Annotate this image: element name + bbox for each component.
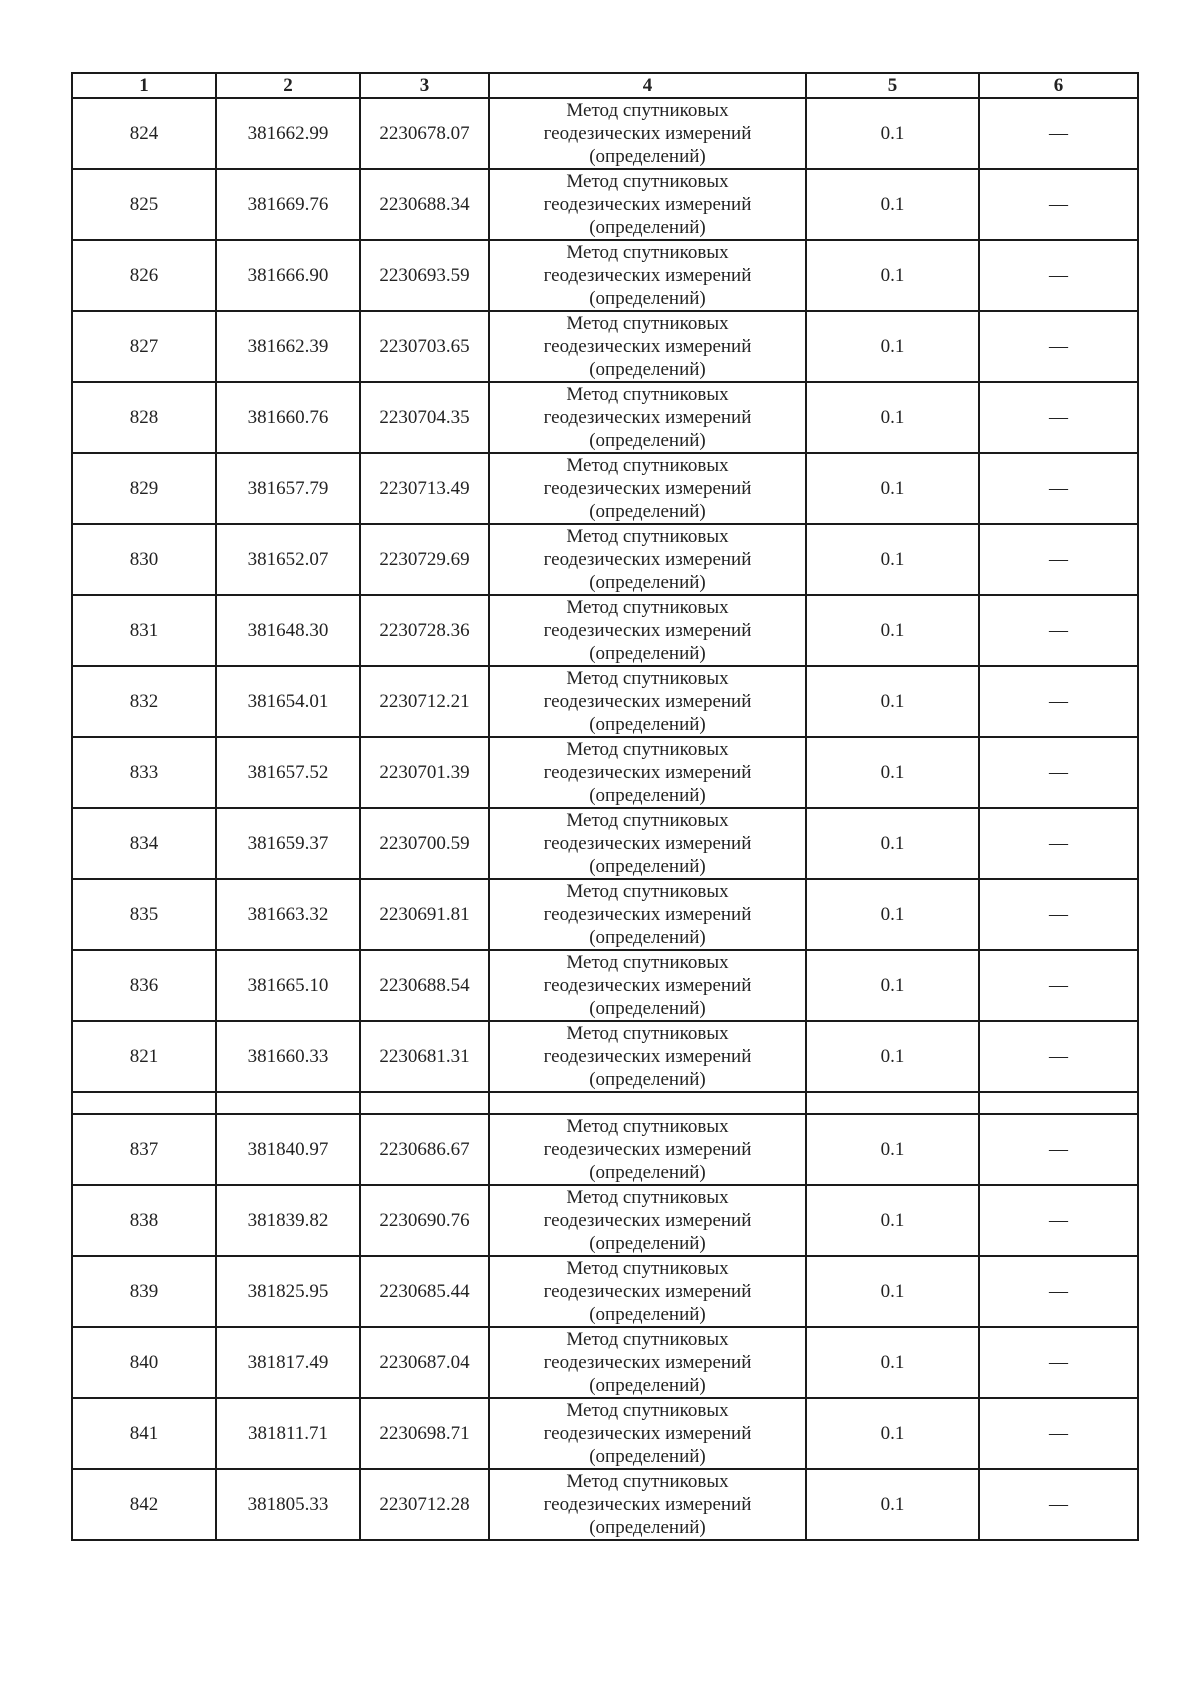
note-cell: — [979,524,1138,595]
method-line: (определений) [589,927,706,948]
x-coordinate-cell: 381662.39 [216,311,360,382]
method-cell [489,595,806,666]
method-line: Метод спутниковых [566,171,729,192]
accuracy-cell: 0.1 [806,311,979,382]
method-line: Метод спутниковых [566,1400,729,1421]
x-coordinate-cell: 381805.33 [216,1469,360,1540]
method-cell [489,1398,806,1469]
method-line: Метод спутниковых [566,242,729,263]
header-row [72,73,1138,98]
y-coordinate-cell: 2230703.65 [360,311,489,382]
x-coordinate-cell: 381839.82 [216,1185,360,1256]
point-number-cell: 821 [72,1021,216,1092]
method-line: (определений) [589,1304,706,1325]
point-number-cell: 840 [72,1327,216,1398]
method-line: (определений) [589,1233,706,1254]
table-row [72,524,1138,595]
method-line: Метод спутниковых [566,526,729,547]
note-cell: — [979,666,1138,737]
x-coordinate-cell: 381665.10 [216,950,360,1021]
method-line: геодезических измерений [543,194,752,215]
point-number-cell: 838 [72,1185,216,1256]
x-coordinate-cell: 381669.76 [216,169,360,240]
method-line: геодезических измерений [543,407,752,428]
empty-cell [979,1092,1138,1114]
coordinates-table [71,72,1139,1541]
accuracy-cell: 0.1 [806,595,979,666]
note-cell: — [979,382,1138,453]
method-line: Метод спутниковых [566,597,729,618]
table-row [72,1021,1138,1092]
column-header-3: 3 [360,73,489,98]
empty-cell [72,1092,216,1114]
note-cell: — [979,1114,1138,1185]
note-cell: — [979,1327,1138,1398]
method-line: геодезических измерений [543,1139,752,1160]
table-row [72,808,1138,879]
method-line: геодезических измерений [543,904,752,925]
table-row [72,382,1138,453]
x-coordinate-cell: 381660.33 [216,1021,360,1092]
table-row [72,169,1138,240]
table-row [72,1114,1138,1185]
method-line: Метод спутниковых [566,455,729,476]
table-row [72,453,1138,524]
table-row [72,666,1138,737]
note-cell: — [979,1398,1138,1469]
method-line: Метод спутниковых [566,1471,729,1492]
table-row [72,240,1138,311]
point-number-cell: 827 [72,311,216,382]
accuracy-cell: 0.1 [806,524,979,595]
method-line: геодезических измерений [543,336,752,357]
point-number-cell: 831 [72,595,216,666]
table-row [72,879,1138,950]
method-line: Метод спутниковых [566,1258,729,1279]
accuracy-cell: 0.1 [806,1185,979,1256]
method-line: Метод спутниковых [566,1329,729,1350]
method-line: (определений) [589,998,706,1019]
empty-cell [489,1092,806,1114]
note-cell: — [979,98,1138,169]
y-coordinate-cell: 2230688.34 [360,169,489,240]
method-line: (определений) [589,146,706,167]
y-coordinate-cell: 2230681.31 [360,1021,489,1092]
method-line: геодезических измерений [543,1423,752,1444]
table-row [72,950,1138,1021]
method-cell [489,1114,806,1185]
method-cell [489,311,806,382]
method-cell [489,808,806,879]
x-coordinate-cell: 381657.79 [216,453,360,524]
x-coordinate-cell: 381663.32 [216,879,360,950]
method-line: Метод спутниковых [566,952,729,973]
column-header-4: 4 [489,73,806,98]
x-coordinate-cell: 381840.97 [216,1114,360,1185]
x-coordinate-cell: 381817.49 [216,1327,360,1398]
column-header-6: 6 [979,73,1138,98]
accuracy-cell: 0.1 [806,240,979,311]
method-cell [489,1021,806,1092]
table-row [72,737,1138,808]
note-cell: — [979,240,1138,311]
method-line: Метод спутниковых [566,100,729,121]
y-coordinate-cell: 2230728.36 [360,595,489,666]
method-line: геодезических измерений [543,1281,752,1302]
table-body [72,98,1138,1540]
method-line: Метод спутниковых [566,810,729,831]
accuracy-cell: 0.1 [806,1469,979,1540]
y-coordinate-cell: 2230687.04 [360,1327,489,1398]
accuracy-cell: 0.1 [806,169,979,240]
method-line: (определений) [589,359,706,380]
accuracy-cell: 0.1 [806,737,979,808]
point-number-cell: 836 [72,950,216,1021]
method-line: геодезических измерений [543,833,752,854]
y-coordinate-cell: 2230693.59 [360,240,489,311]
method-line: геодезических измерений [543,265,752,286]
method-cell [489,666,806,737]
note-cell: — [979,453,1138,524]
y-coordinate-cell: 2230698.71 [360,1398,489,1469]
method-cell [489,240,806,311]
y-coordinate-cell: 2230712.21 [360,666,489,737]
y-coordinate-cell: 2230713.49 [360,453,489,524]
method-line: геодезических измерений [543,1046,752,1067]
method-cell [489,524,806,595]
accuracy-cell: 0.1 [806,879,979,950]
x-coordinate-cell: 381659.37 [216,808,360,879]
x-coordinate-cell: 381660.76 [216,382,360,453]
x-coordinate-cell: 381662.99 [216,98,360,169]
method-line: (определений) [589,643,706,664]
x-coordinate-cell: 381657.52 [216,737,360,808]
accuracy-cell: 0.1 [806,1114,979,1185]
method-line: (определений) [589,217,706,238]
accuracy-cell: 0.1 [806,1256,979,1327]
method-cell [489,382,806,453]
method-cell [489,1327,806,1398]
method-line: (определений) [589,430,706,451]
method-cell [489,1185,806,1256]
method-cell [489,98,806,169]
note-cell: — [979,595,1138,666]
table-row [72,1185,1138,1256]
accuracy-cell: 0.1 [806,1021,979,1092]
column-header-1: 1 [72,73,216,98]
point-number-cell: 837 [72,1114,216,1185]
x-coordinate-cell: 381652.07 [216,524,360,595]
point-number-cell: 839 [72,1256,216,1327]
method-line: (определений) [589,1446,706,1467]
method-line: (определений) [589,288,706,309]
method-cell [489,1256,806,1327]
accuracy-cell: 0.1 [806,666,979,737]
point-number-cell: 833 [72,737,216,808]
document-page [71,72,1137,1541]
method-line: (определений) [589,1069,706,1090]
method-line: Метод спутниковых [566,1023,729,1044]
method-cell [489,453,806,524]
method-line: геодезических измерений [543,975,752,996]
method-cell [489,169,806,240]
method-cell [489,879,806,950]
note-cell: — [979,879,1138,950]
y-coordinate-cell: 2230712.28 [360,1469,489,1540]
point-number-cell: 834 [72,808,216,879]
point-number-cell: 830 [72,524,216,595]
x-coordinate-cell: 381648.30 [216,595,360,666]
point-number-cell: 842 [72,1469,216,1540]
point-number-cell: 824 [72,98,216,169]
table-row [72,595,1138,666]
x-coordinate-cell: 381654.01 [216,666,360,737]
point-number-cell: 826 [72,240,216,311]
note-cell: — [979,1256,1138,1327]
y-coordinate-cell: 2230686.67 [360,1114,489,1185]
point-number-cell: 829 [72,453,216,524]
method-line: Метод спутниковых [566,313,729,334]
note-cell: — [979,1469,1138,1540]
method-cell [489,737,806,808]
table-row [72,1469,1138,1540]
accuracy-cell: 0.1 [806,453,979,524]
column-header-5: 5 [806,73,979,98]
method-line: (определений) [589,572,706,593]
x-coordinate-cell: 381811.71 [216,1398,360,1469]
method-line: (определений) [589,785,706,806]
method-line: геодезических измерений [543,691,752,712]
point-number-cell: 825 [72,169,216,240]
y-coordinate-cell: 2230700.59 [360,808,489,879]
accuracy-cell: 0.1 [806,950,979,1021]
method-cell [489,1469,806,1540]
table-row [72,98,1138,169]
method-line: геодезических измерений [543,762,752,783]
table-row [72,1256,1138,1327]
column-header-2: 2 [216,73,360,98]
method-line: геодезических измерений [543,478,752,499]
separator-row [72,1092,1138,1114]
method-line: Метод спутниковых [566,668,729,689]
method-line: Метод спутниковых [566,739,729,760]
method-line: геодезических измерений [543,1352,752,1373]
x-coordinate-cell: 381666.90 [216,240,360,311]
method-line: геодезических измерений [543,1494,752,1515]
empty-cell [216,1092,360,1114]
y-coordinate-cell: 2230690.76 [360,1185,489,1256]
method-line: (определений) [589,1162,706,1183]
y-coordinate-cell: 2230701.39 [360,737,489,808]
accuracy-cell: 0.1 [806,1398,979,1469]
table-row [72,311,1138,382]
method-line: Метод спутниковых [566,384,729,405]
point-number-cell: 835 [72,879,216,950]
note-cell: — [979,808,1138,879]
method-line: (определений) [589,1517,706,1538]
method-line: геодезических измерений [543,549,752,570]
method-cell [489,950,806,1021]
accuracy-cell: 0.1 [806,98,979,169]
table-row [72,1327,1138,1398]
y-coordinate-cell: 2230704.35 [360,382,489,453]
note-cell: — [979,169,1138,240]
y-coordinate-cell: 2230688.54 [360,950,489,1021]
x-coordinate-cell: 381825.95 [216,1256,360,1327]
method-line: Метод спутниковых [566,1187,729,1208]
point-number-cell: 841 [72,1398,216,1469]
method-line: (определений) [589,501,706,522]
empty-cell [360,1092,489,1114]
note-cell: — [979,1185,1138,1256]
accuracy-cell: 0.1 [806,382,979,453]
y-coordinate-cell: 2230729.69 [360,524,489,595]
method-line: Метод спутниковых [566,1116,729,1137]
method-line: геодезических измерений [543,620,752,641]
accuracy-cell: 0.1 [806,1327,979,1398]
empty-cell [806,1092,979,1114]
y-coordinate-cell: 2230678.07 [360,98,489,169]
method-line: Метод спутниковых [566,881,729,902]
table-row [72,1398,1138,1469]
y-coordinate-cell: 2230691.81 [360,879,489,950]
method-line: геодезических измерений [543,1210,752,1231]
note-cell: — [979,737,1138,808]
note-cell: — [979,1021,1138,1092]
method-line: (определений) [589,856,706,877]
method-line: (определений) [589,1375,706,1396]
note-cell: — [979,311,1138,382]
method-line: геодезических измерений [543,123,752,144]
note-cell: — [979,950,1138,1021]
point-number-cell: 832 [72,666,216,737]
y-coordinate-cell: 2230685.44 [360,1256,489,1327]
method-line: (определений) [589,714,706,735]
accuracy-cell: 0.1 [806,808,979,879]
point-number-cell: 828 [72,382,216,453]
